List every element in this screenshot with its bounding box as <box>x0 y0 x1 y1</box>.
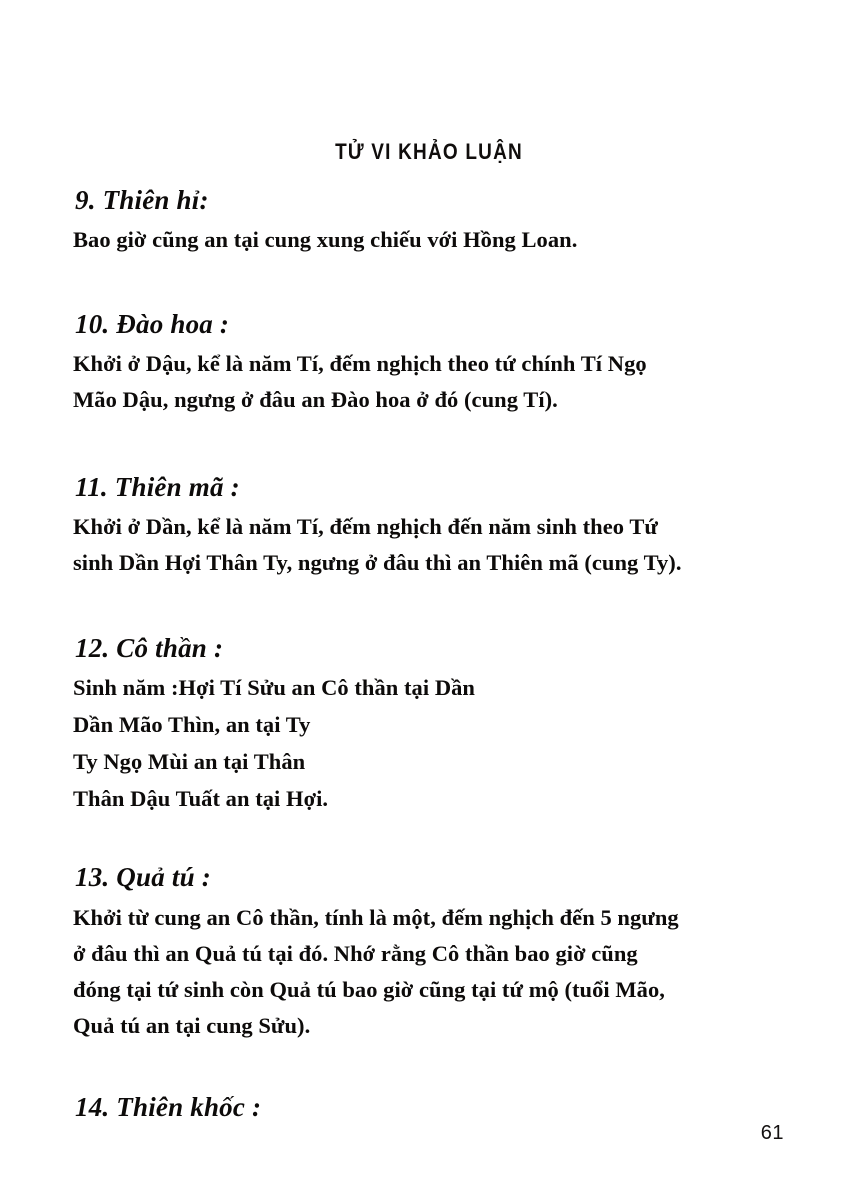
section-co-than <box>73 630 705 818</box>
section-heading: 14. Thiên khốc : <box>75 1091 262 1122</box>
body-line: Mão Dậu, ngưng ở đâu an Đào hoa ở đó (cung Tí). <box>73 387 558 413</box>
section-qua-tu <box>73 859 705 1043</box>
body-line: Sinh năm :Hợi Tí Sửu an Cô thần tại Dần <box>73 674 475 700</box>
page-number: 61 <box>760 1122 784 1144</box>
text-column <box>73 182 705 1135</box>
body-line: Dần Mão Thìn, an tại Ty <box>73 711 311 737</box>
body-line: sinh Dần Hợi Thân Ty, ngưng ở đâu thì an Thiên mã (cung Ty). <box>73 550 682 576</box>
section-heading: 10. Đào hoa : <box>75 308 230 339</box>
section-body <box>73 222 705 258</box>
section-body <box>73 670 705 818</box>
body-line: Ty Ngọ Mùi an tại Thân <box>73 748 306 774</box>
section-heading: 11. Thiên mã : <box>75 471 240 502</box>
body-line: ở đâu thì an Quả tú tại đó. Nhớ rằng Cô thần bao giờ cũng <box>73 940 638 966</box>
body-line: Khởi từ cung an Cô thần, tính là một, đếm nghịch đến 5 ngưng <box>73 904 679 930</box>
section-thien-khoc <box>73 1089 705 1125</box>
body-line: Khởi ở Dậu, kể là năm Tí, đếm nghịch theo tứ chính Tí Ngọ <box>73 350 647 376</box>
section-body <box>73 509 705 582</box>
section-dao-hoa <box>73 306 705 419</box>
body-line: Thân Dậu Tuất an tại Hợi. <box>73 785 329 811</box>
body-line: đóng tại tứ sinh còn Quả tú bao giờ cũng tại tứ mộ (tuổi Mão, <box>73 976 665 1002</box>
section-heading: 9. Thiên hỉ: <box>75 185 209 215</box>
section-heading: 13. Quả tú : <box>75 862 211 893</box>
section-thien-ma <box>73 469 705 582</box>
section-heading: 12. Cô thần : <box>75 632 224 663</box>
section-thien-hi <box>73 182 705 259</box>
body-line: Quả tú an tại cung Sửu). <box>73 1012 311 1038</box>
section-body <box>73 900 705 1044</box>
body-line: Bao giờ cũng an tại cung xung chiếu với Hồng Loan. <box>73 227 578 253</box>
running-head: TỬ VI KHẢO LUẬN <box>335 140 523 165</box>
body-line: Khởi ở Dần, kể là năm Tí, đếm nghịch đến năm sinh theo Tứ <box>73 513 658 539</box>
section-body <box>73 346 705 419</box>
